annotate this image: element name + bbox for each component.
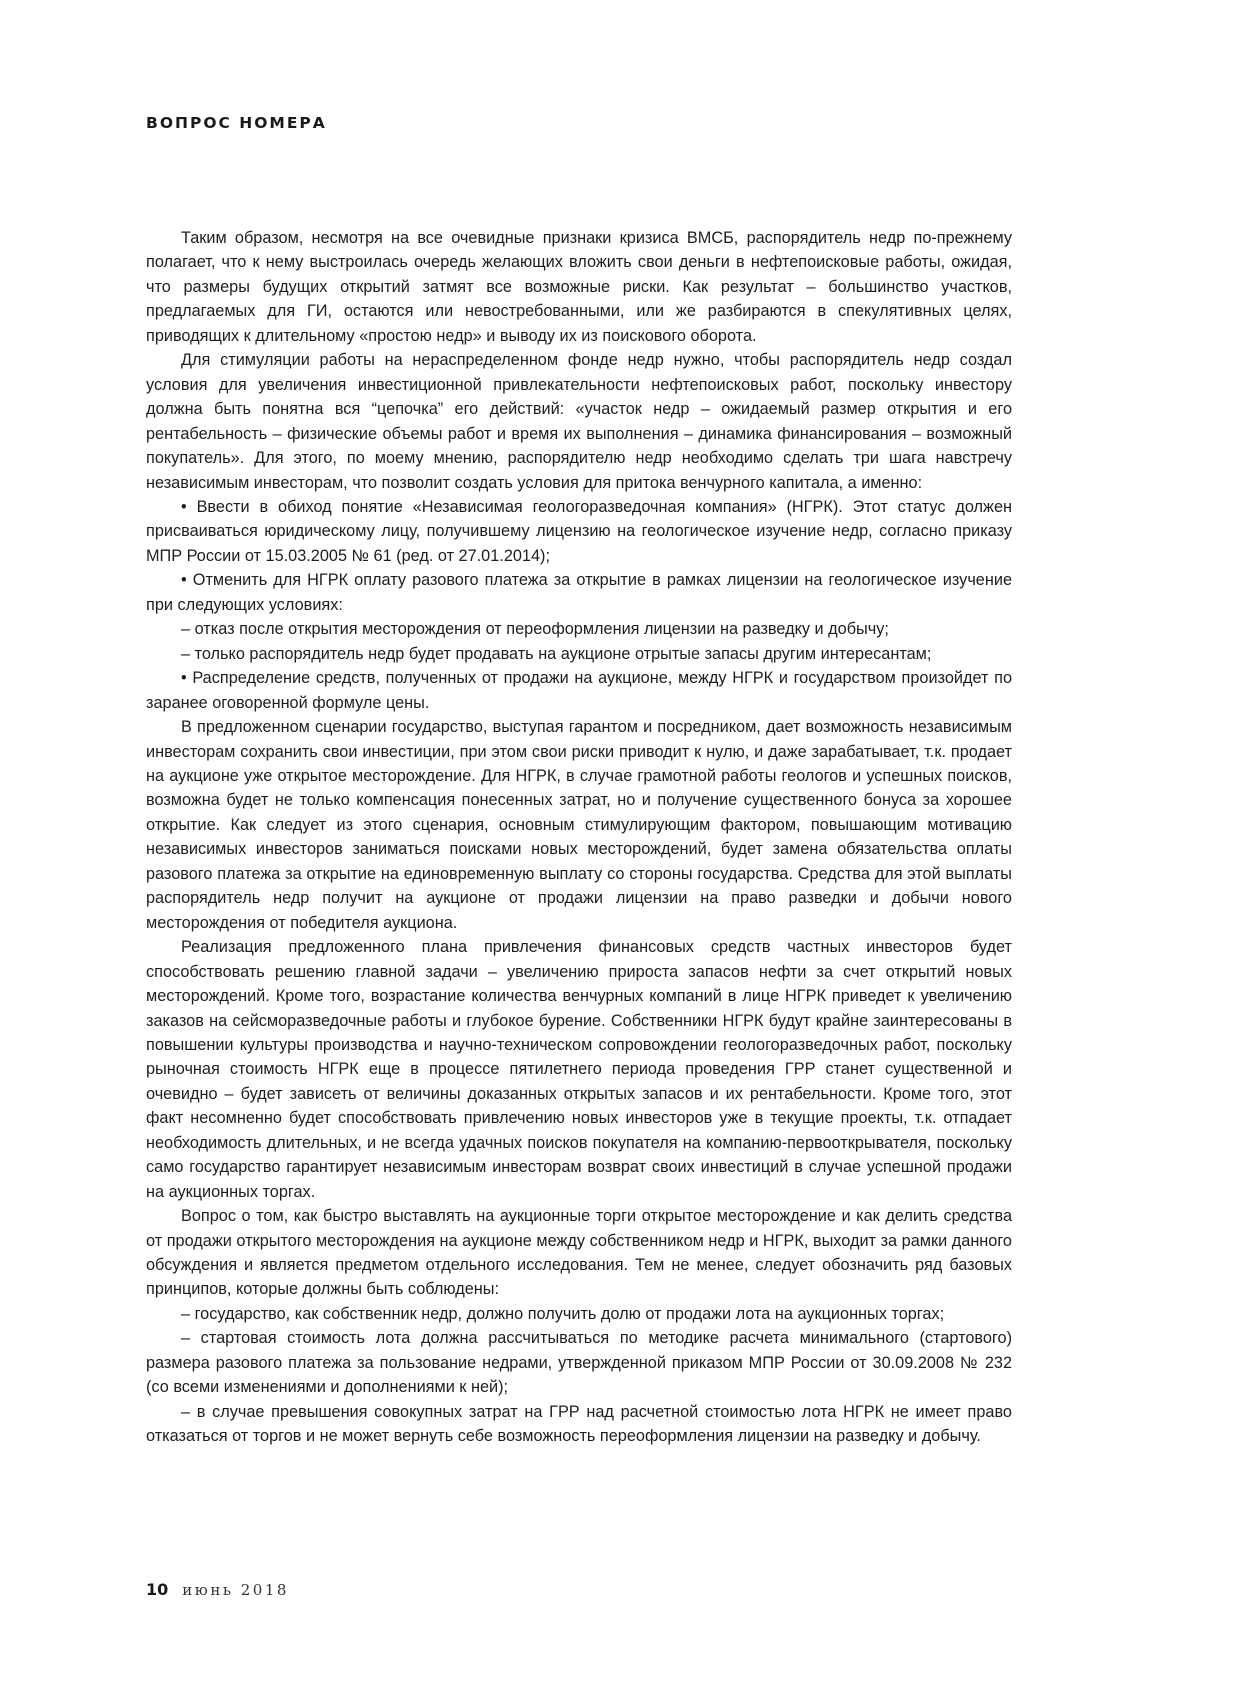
bullet-item: • Ввести в обиход понятие «Независимая геологоразведочная компания» (НГРК). Этот статус должен присваиваться юридическому лицу, получившему лицензию на геологическое изучение недр, согласно приказу МПР России от 15.03.2005 № 61 (ред. от 27.01.2014); xyxy=(146,497,1012,565)
dash-item: – государство, как собственник недр, должно получить долю от продажи лота на аукционных торгах; xyxy=(181,1304,945,1323)
section-header: ВОПРОС НОМЕРА xyxy=(146,114,327,132)
paragraph: В предложенном сценарии государство, выступая гарантом и посредником, дает возможность независимым инвесторам сохранить свои инвестиции, при этом свои риски приводит к нулю, и даже зарабатывает, т.к. продает на аукционе уже открытое месторождение. Для НГРК, в случае грамотной работы геологов и успешных поисков, возможна будет не только компенсация понесенных затрат, но и получение существенного бонуса за хорошее открытие. Как следует из этого сценария, основным стимулирующим фактором, повышающим мотивацию независимых инвесторов заниматься поисками новых месторождений, будет замена обязательства оплаты разового платежа за открытие на единовременную выплату со стороны государства. Средства для этой выплаты распорядитель недр получит на аукционе от продажи лицензии на право разведки и добычи нового месторождения от победителя аукциона. xyxy=(146,718,1012,932)
paragraph: Для стимуляции работы на нераспределенном фонде недр нужно, чтобы распорядитель недр создал условия для увеличения инвестиционной привлекательности нефтепоисковых работ, поскольку инвестору должна быть понятна вся “цепочка” его действий: «участок недр – ожидаемый размер открытия и его рентабельность – физические объемы работ и время их выполнения – динамика финансирования – возможный покупатель». Для этого, по моему мнению, распорядителю недр необходимо сделать три шага навстречу независимым инвесторам, что позволит создать условия для притока венчурного капитала, а именно: xyxy=(146,351,1012,492)
paragraph: Реализация предложенного плана привлечения финансовых средств частных инвесторов будет способствовать решению главной задачи – увеличению прироста запасов нефти за счет открытий новых месторождений. Кроме того, возрастание количества венчурных компаний в лице НГРК приведет к увеличению заказов на сейсморазведочные работы и глубокое бурение. Собственники НГРК будут крайне заинтересованы в повышении культуры производства и научно-техническом сопровождении геологоразведочных работ, поскольку рыночная стоимость НГРК еще в процессе пятилетнего периода проведения ГРР станет существенной и очевидно – будет зависеть от величины доказанных открытых запасов и их рентабельности. Кроме того, этот факт несомненно будет способствовать привлечению новых инвесторов уже в текущие проекты, т.к. отпадает необходимость длительных, и не всегда удачных поисков покупателя на компанию-первооткрывателя, поскольку само государство гарантирует независимым инвесторам возврат своих инвестиций в случае успешной продажи на аукционных торгах. xyxy=(146,938,1012,1201)
bullet-item: • Распределение средств, полученных от продажи на аукционе, между НГРК и государством произойдет по заранее оговоренной формуле цены. xyxy=(146,669,1012,712)
paragraph: Таким образом, несмотря на все очевидные признаки кризиса ВМСБ, распорядитель недр по-прежнему полагает, что к нему выстроилась очередь желающих вложить свои деньги в нефтепоисковые работы, ожидая, что размеры будущих открытий затмят все возможные риски. Как результат – большинство участков, предлагаемых для ГИ, остаются или невостребованными, или же разбираются в спекулятивных целях, приводящих к длительному «простою недр» и выводу их из поискового оборота. xyxy=(146,229,1012,345)
dash-item: – только распорядитель недр будет продавать на аукционе отрытые запасы другим интересантам; xyxy=(181,644,932,663)
dash-item: – стартовая стоимость лота должна рассчитываться по методике расчета минимального (стартового) размера разового платежа за пользование недрами, утвержденной приказом МПР России от 30.09.2008 № 232 (со всеми изменениями и дополнениями к ней); xyxy=(146,1329,1012,1397)
dash-item: – в случае превышения совокупных затрат на ГРР над расчетной стоимостью лота НГРК не имеет право отказаться от торгов и не может вернуть себе возможность переоформления лицензии на разведку и добычу. xyxy=(146,1402,1012,1446)
issue-date: июнь 2018 xyxy=(182,1581,289,1599)
dash-item: – отказ после открытия месторождения от переоформления лицензии на разведку и добычу; xyxy=(181,620,889,639)
paragraph: Вопрос о том, как быстро выставлять на аукционные торги открытое месторождение и как делить средства от продажи открытого месторождения на аукционе между собственником недр и НГРК, выходит за рамки данного обсуждения и является предметом отдельного исследования. Тем не менее, следует обозначить ряд базовых принципов, которые должны быть соблюдены: xyxy=(146,1207,1012,1299)
page-footer xyxy=(146,1580,289,1599)
bullet-item: • Отменить для НГРК оплату разового платежа за открытие в рамках лицензии на геологическое изучение при следующих условиях: xyxy=(146,571,1012,614)
article-body xyxy=(146,226,1012,1449)
page-number: 10 xyxy=(146,1580,169,1599)
